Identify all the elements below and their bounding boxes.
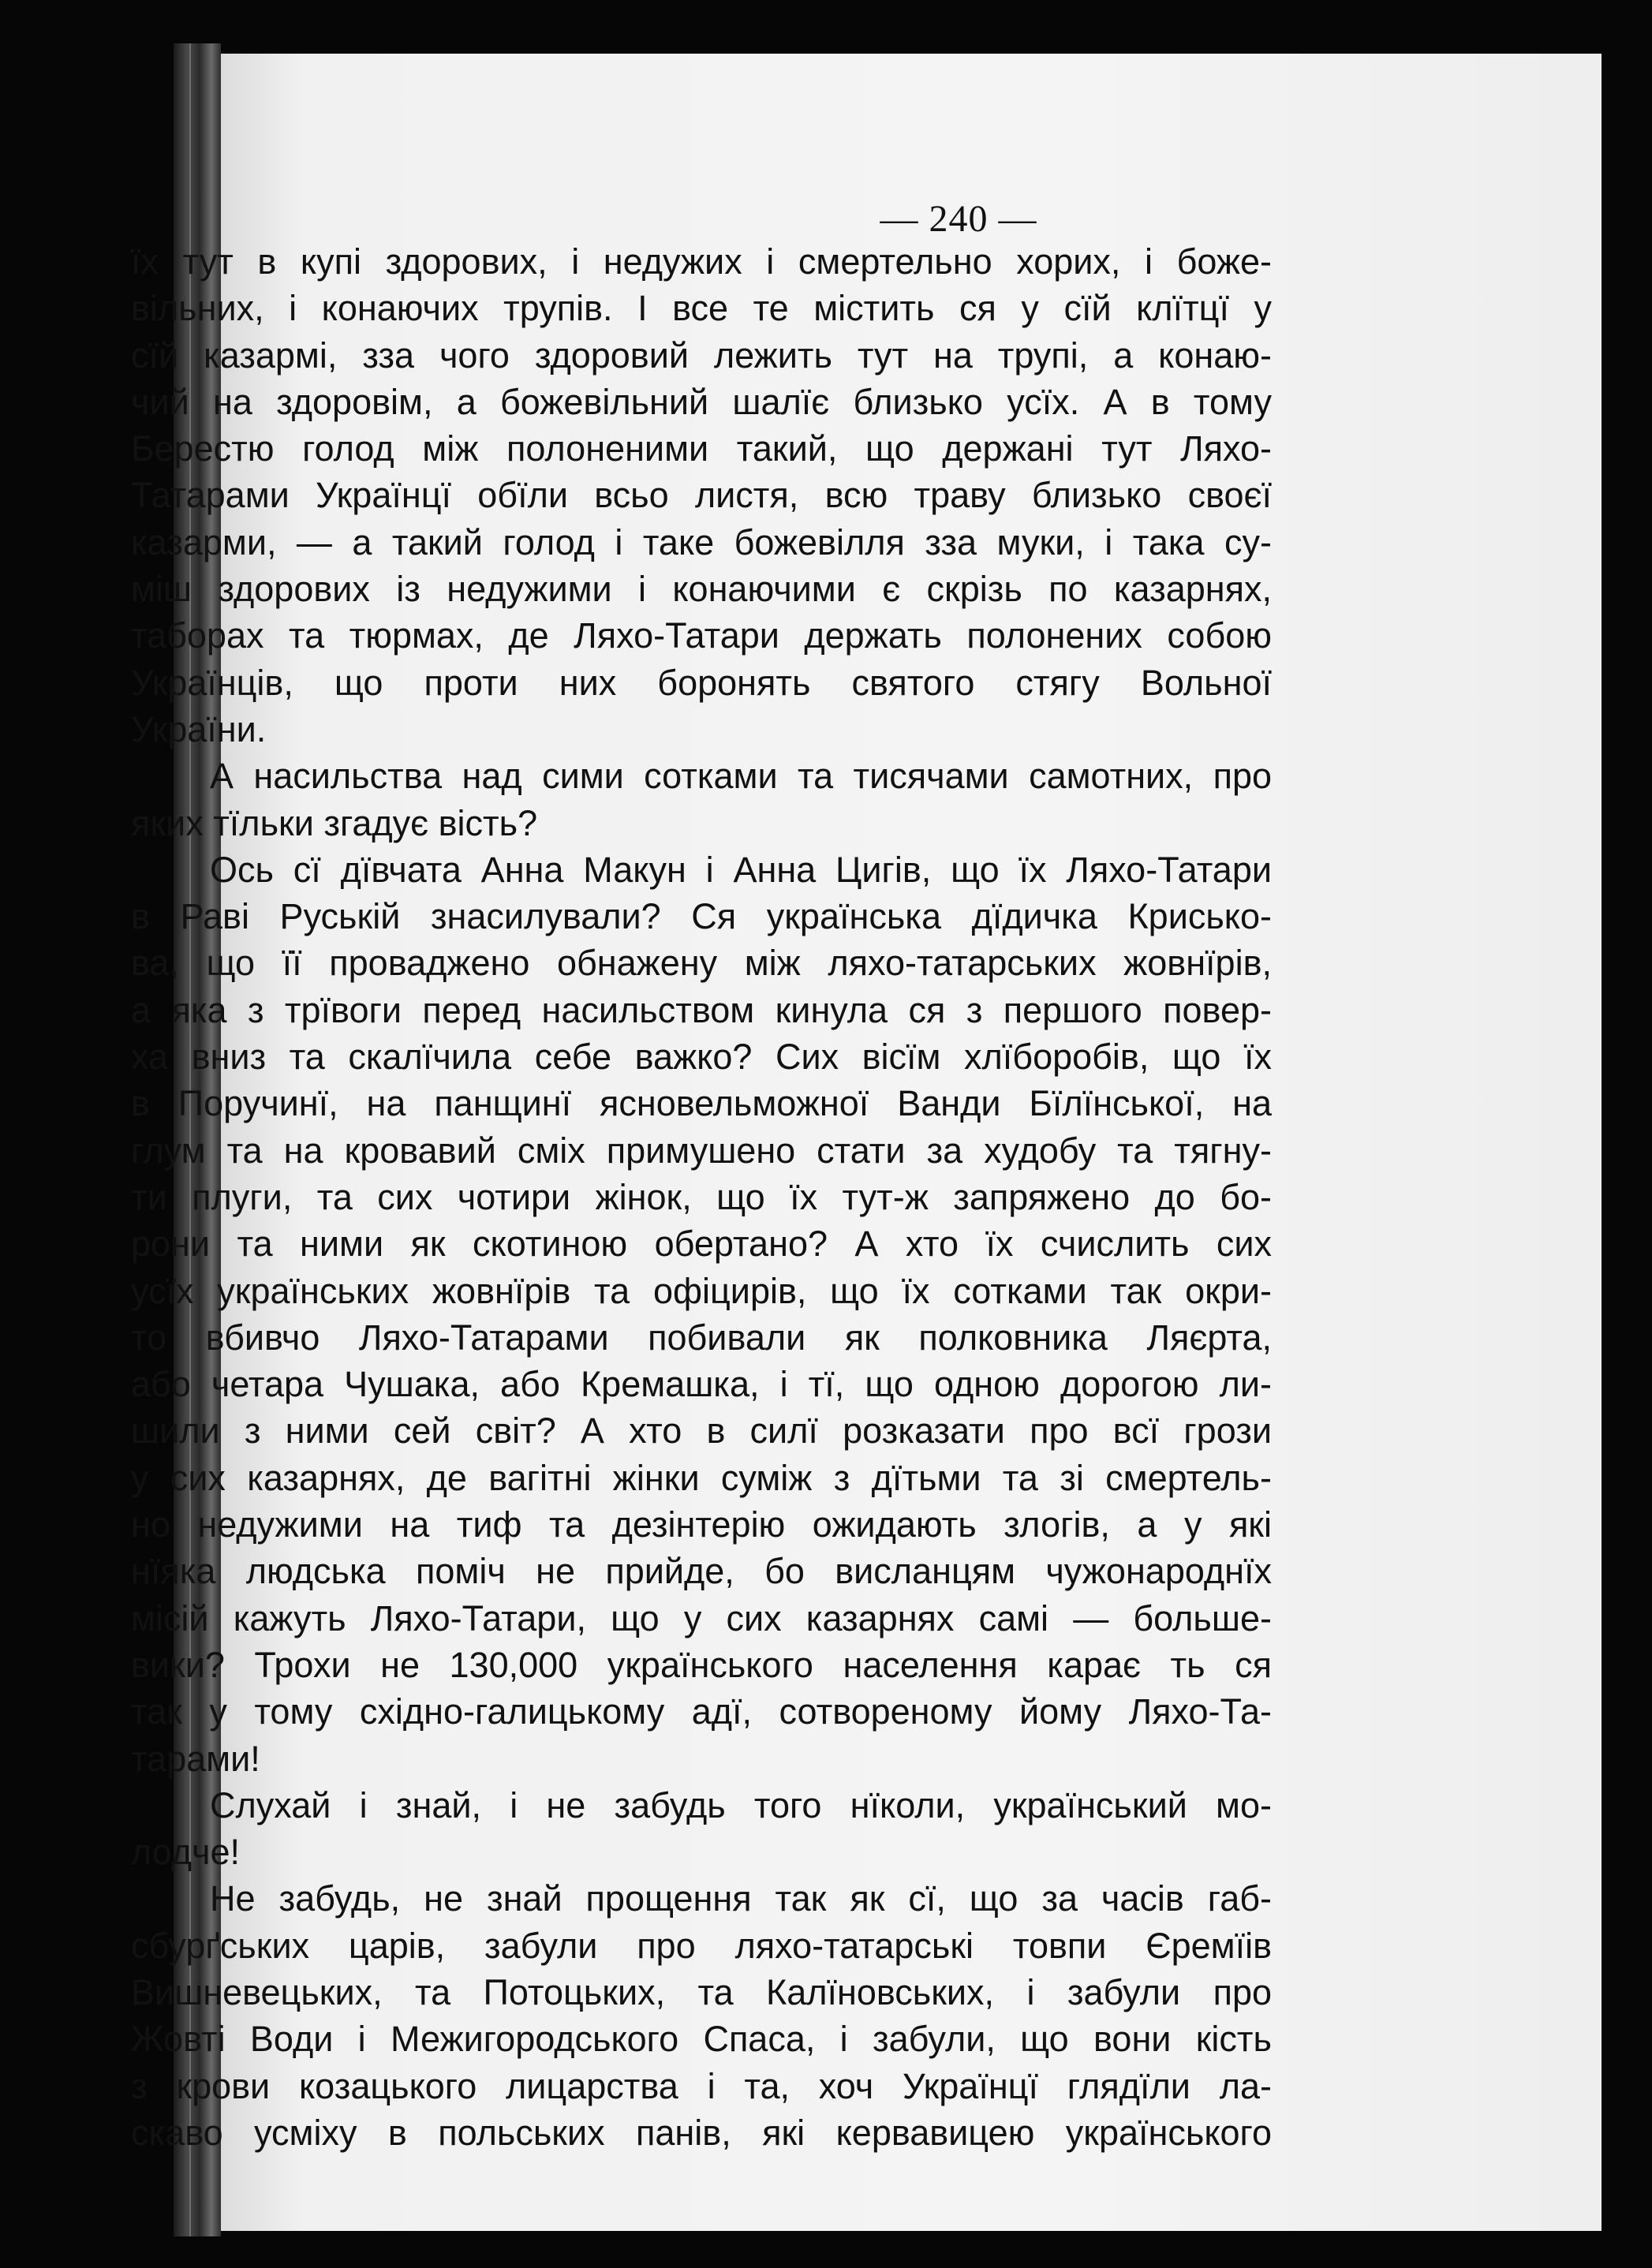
text-line: з крови козацького лицарства і та, хоч Українцї глядїли ла- xyxy=(131,2065,1272,2106)
text-line: шили з ними сей світ? А хто в силї розказати про всї грози xyxy=(131,1410,1272,1452)
text-line: яких тїльки згадує вість? xyxy=(131,802,538,843)
text-line: ха вниз та скалїчила себе важко? Сих вісїм хлїборобів, що їх xyxy=(131,1037,1272,1078)
text-line: скаво усміху в польських панів, які кервавицею українського xyxy=(131,2112,1272,2153)
text-line: ва, що її проваджено обнажену між ляхо-татарських жовнїрів, xyxy=(131,943,1272,984)
text-line: або четара Чушака, або Кремашка, і тї, що одною дорогою ли- xyxy=(131,1364,1272,1405)
text-line: їх тут в купі здорових, і недужих і смертельно хорих, і боже- xyxy=(131,241,1272,282)
text-line: чий на здоровім, а божевільний шалїє близько усїх. А в тому xyxy=(131,381,1272,422)
body-text xyxy=(131,238,1272,2156)
text-line: Берестю голод між полоненими такий, що держані тут Ляхо- xyxy=(131,428,1272,469)
text-line: місій кажуть Ляхо-Татари, що у сих казарнях самі — больше- xyxy=(131,1597,1272,1638)
text-line: Вишневецьких, та Потоцьких, та Калїновських, і забули про xyxy=(131,1971,1272,2012)
text-line: ти плуги, та сих чотири жінок, що їх тут-ж запряжено до бо- xyxy=(131,1176,1272,1217)
text-line: в Поручинї, на панщинї ясновельможної Ванди Бїлїнської, на xyxy=(131,1083,1272,1124)
text-line: міш здорових із недужими і конаючими є скрізь по казарнях, xyxy=(131,569,1272,610)
text-line: так у тому східно-галицькому адї, сотвореному йому Ляхо-Та- xyxy=(131,1691,1272,1732)
text-line: тарами! xyxy=(131,1738,260,1779)
text-line: нїяка людська поміч не прийде, бо висланцям чужонароднїх xyxy=(131,1551,1272,1592)
page-number: — 240 — xyxy=(880,198,1037,240)
text-line: Ось сї дївчата Анна Макун і Анна Цигів, що їх Ляхо-Татари xyxy=(210,849,1272,890)
text-line: Українців, що проти них боронять святого стягу Вольної xyxy=(131,662,1272,703)
text-line: України. xyxy=(131,708,267,749)
text-line: Жовті Води і Межигородського Спаса, і забули, що вони кість xyxy=(131,2019,1272,2060)
text-line: рони та ними як скотиною обертано? А хто їх счислить сих xyxy=(131,1224,1272,1265)
text-line: Татарами Українцї обїли всьо листя, всю траву близько своєї xyxy=(131,475,1272,516)
text-line: но недужими на тиф та дезінтерію ожидають злогів, а у які xyxy=(131,1504,1272,1545)
text-line: казарми, — а такий голод і таке божевілля зза муки, і така су- xyxy=(131,521,1272,562)
text-line: лодче! xyxy=(131,1832,241,1873)
text-line: усїх українських жовнїрів та офіцирів, що їх сотками так окри- xyxy=(131,1270,1272,1311)
text-line: таборах та тюрмах, де Ляхо-Татари держать полонених собою xyxy=(131,615,1272,656)
text-line: в Раві Руській знасилували? Ся українська дїдичка Крисько- xyxy=(131,896,1272,937)
text-line: Не забудь, не знай прощення так як сї, що за часів габ- xyxy=(210,1878,1272,1919)
text-line: вики? Трохи не 130,000 українського населення карає ть ся xyxy=(131,1644,1272,1685)
text-line: вільних, і конаючих трупів. І все те містить ся у сїй клїтцї у xyxy=(131,288,1272,329)
text-line: сїй казармі, зза чого здоровий лежить тут на трупі, а конаю- xyxy=(131,334,1272,376)
text-line: сбурґських царів, забули про ляхо-татарські товпи Єремїів xyxy=(131,1925,1272,1966)
text-line: глум та на кровавий сміх примушено стати за худобу та тягну- xyxy=(131,1130,1272,1171)
text-line: у сих казарнях, де вагітні жінки суміж з дїтьми та зі смертель- xyxy=(131,1457,1272,1498)
text-line: А насильства над сими сотками та тисячами самотних, про xyxy=(210,756,1272,797)
text-line: то вбивчо Ляхо-Татарами побивали як полковника Ляєрта, xyxy=(131,1317,1272,1358)
text-line: а яка з трївоги перед насильством кинула ся з першого повер- xyxy=(131,989,1272,1030)
text-line: Слухай і знай, і не забудь того нїколи, український мо- xyxy=(210,1784,1272,1825)
